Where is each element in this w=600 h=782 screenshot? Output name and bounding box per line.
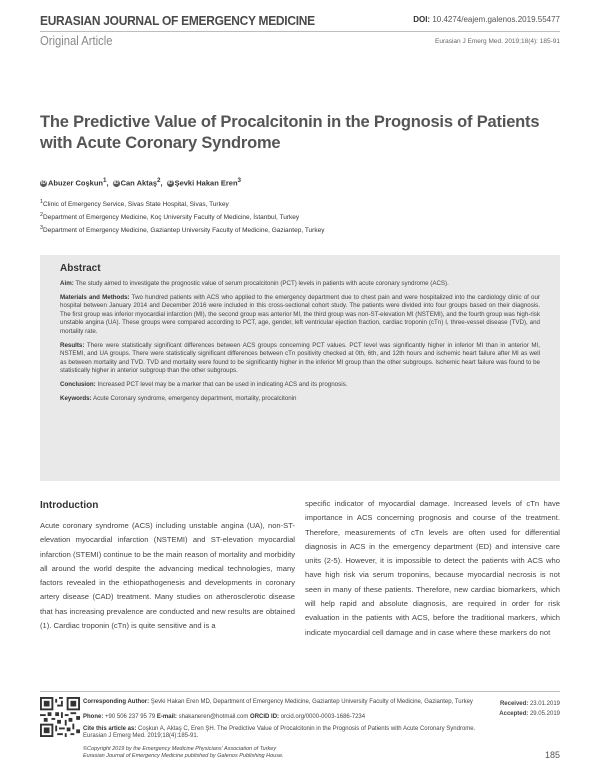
abstract-heading: Abstract: [60, 263, 101, 274]
author-name: Abuzer Coşkun: [48, 178, 104, 188]
cite-text: Coşkun A, Aktaş C, Eren ŞH. The Predictive Value of Procalcitonin in the Prognosis of Patients with Acute Coronary Syndrome. Eurasian J Emerg Med. 2019;18(4):185-91.: [83, 726, 476, 740]
journal-citation: Eurasian J Emerg Med. 2019;18(4): 185-91: [434, 38, 560, 45]
affiliation-sup: 2: [40, 212, 44, 218]
affiliation-sup: 1: [40, 199, 44, 205]
corresponding-author: [83, 699, 473, 706]
orcid-icon[interactable]: iD: [41, 180, 46, 187]
author-3[interactable]: [167, 177, 241, 188]
abstract-results: [60, 342, 540, 376]
accepted-label: Accepted:: [499, 711, 529, 717]
orcid-icon[interactable]: iD: [167, 180, 173, 187]
article-dates: [499, 699, 560, 719]
doi-label: DOI:: [413, 15, 431, 24]
accepted-date: [499, 709, 560, 719]
abstract-conclusion-label: Conclusion:: [60, 380, 96, 388]
doi[interactable]: [413, 15, 560, 24]
author-name: Şevki Hakan Eren: [174, 178, 238, 188]
received-label: Received:: [499, 701, 529, 707]
affiliation-2: [40, 212, 299, 221]
author-separator: ,: [160, 178, 163, 188]
affiliation-3: [40, 225, 324, 234]
phone-label: Phone:: [83, 714, 104, 720]
author-1[interactable]: [40, 177, 109, 188]
affiliation-text: Department of Emergency Medicine, Koç University Faculty of Medicine, İstanbul, Turkey: [43, 214, 300, 222]
contact-line: [83, 714, 365, 721]
copyright: [83, 746, 284, 761]
page-number: 185: [544, 750, 560, 760]
author-sup: 3: [237, 177, 242, 184]
header-divider: [40, 31, 560, 32]
article-type: Original Article: [40, 34, 113, 48]
introduction-left-column: Acute coronary syndrome (ACS) including unstable angina (UA), non-ST-elevation myocardial infarction (NSTEMI) and ST-elevation myocardial infarction (STEMI) continue to be the main reason of mortality and morbidity all around the world despite the advancing medical technologies, many factors revealed in the ethiopathogenesis and developments in coronary artery disease (CAD) treatment. Many studies on atherosclerotic disease that has increasing prevalence are conducted and new results are obtained (1). Cardiac troponin (cTn) is quite sensitive and is a: [40, 521, 295, 631]
phone-value[interactable]: +90 506 237 95 79: [103, 714, 157, 720]
abstract-results-text: There were statistically significant differences between ACS groups concerning PCT values. PCT level was significantly higher in inferior MI than in anterior MI, NSTEMI, and UA groups. There were statistically significant differences between cTn positivity checked at 0th, 6th, and 12th hours and ischemic heart failure after MI as well as between mortality and TVD. TVD and mortality were found to be significantly higher in the inferior MI group than the other subgroups. Ischemic heart failure was found to be statistically higher in anterior subgroup than the other subgroups.: [60, 341, 540, 375]
author-sup: 1: [103, 177, 107, 184]
abstract-keywords: [60, 395, 540, 404]
copyright-line-1: ©Copyright 2019 by the Emergency Medicine Physicians' Association of Turkey: [83, 746, 277, 752]
footer-divider: [40, 691, 560, 692]
received-value: 23.01.2019: [528, 701, 560, 707]
corresponding-text: Şevki Hakan Eren MD, Department of Emergency Medicine, Gaziantep University Faculty of Medicine, Gaziantep, Turkey: [149, 699, 473, 705]
cite-label: Cite this article as:: [83, 726, 137, 732]
doi-value[interactable]: 10.4274/eajem.galenos.2019.55477: [432, 15, 560, 24]
orcid-value[interactable]: orcid.org/0000-0003-1686-7234: [279, 714, 366, 720]
introduction-right-column: specific indicator of myocardial damage. Increased levels of cTn have importance in ACS concerning prognosis and course of the treatment. Therefore, measurements of cTn levels are often used for differential diagnosis in ACS in the emergency department (ED) and intensive care units (2-5). However, it is impossible to detect the patients with ACS who have high risk via serum troponins, because myocardial necrosis is not seen in many of these patients. Therefore, new cardiac biomarkers, which will help rapid and absolute diagnosis, are required in order for risk evaluation in the patients with ACS, before the traditional markers, which indicate myocardial cell damage and in case where these markers do not: [305, 499, 560, 637]
email-label: E-mail:: [156, 714, 177, 720]
introduction-heading: Introduction: [40, 500, 99, 511]
affiliation-text: Department of Emergency Medicine, Gaziantep University Faculty of Medicine, Gaziantep, Turkey: [43, 227, 325, 235]
cite-this-article: [83, 726, 483, 741]
abstract-keywords-text: Acute Coronary syndrome, emergency department, mortality, procalcitonin: [91, 394, 297, 402]
author-2[interactable]: [113, 177, 163, 188]
abstract-methods-text: Two hundred patients with ACS who applied to the emergency department due to chest pain and were hospitalized into the cardiology clinic of our hospital between January 2014 and December 2016 were included in this cross-sectional cohort study. The patients were divided into four groups based on their diagnosis. The first group was inferior myocardial infarction (MI), the second group was anterior MI, the third group was non-ST-elevation MI (NSTEMI), and the fourth group was high-risk unstable angina (UA). These groups were compared according to PCT, age, gender, left ventricular ejection fraction, cardiac troponin (cTn) I, three-vessel disease (TVD), and mortality rate.: [60, 293, 540, 335]
abstract-methods-label: Materials and Methods:: [60, 293, 130, 301]
abstract-aim-label: Aim:: [60, 280, 74, 287]
orcid-label: ORCID ID:: [250, 714, 280, 720]
accepted-value: 29.05.2019: [528, 711, 560, 717]
orcid-icon[interactable]: iD: [113, 180, 119, 187]
abstract-conclusion: [60, 381, 540, 390]
abstract-box: [40, 255, 560, 481]
abstract-results-label: Results:: [60, 341, 85, 349]
received-date: [499, 699, 560, 709]
abstract-keywords-label: Keywords:: [60, 394, 92, 402]
email-value[interactable]: shakaneren@hotmail.com: [176, 714, 251, 720]
author-sup: 2: [157, 177, 161, 184]
qr-code-icon[interactable]: [40, 697, 80, 737]
journal-title: EURASIAN JOURNAL OF EMERGENCY MEDICINE: [40, 13, 315, 28]
copyright-line-2: Eurasian Journal of Emergency Medicine published by Galenos Publishing House.: [83, 753, 284, 760]
abstract-aim-text: The study aimed to investigate the prognostic value of serum procalcitonin (PCT) levels in patients with acute coronary syndrome (ACS).: [73, 280, 449, 287]
abstract-methods: [60, 294, 540, 337]
author-name: Can Aktaş: [120, 178, 157, 188]
abstract-aim: [60, 280, 540, 289]
affiliation-1: [40, 199, 229, 208]
abstract-conclusion-text: Increased PCT level may be a marker that can be used in indicating ACS and its prognosis.: [95, 380, 348, 388]
corresponding-label: Corresponding Author:: [83, 699, 150, 705]
affiliation-sup: 3: [40, 225, 44, 231]
article-title: The Predictive Value of Procalcitonin in the Prognosis of Patients with Acute Coronary Syndrome: [40, 113, 540, 152]
author-list: [40, 177, 241, 188]
affiliation-text: Clinic of Emergency Service, Sivas State Hospital, Sivas, Turkey: [43, 201, 229, 209]
author-separator: ,: [106, 178, 109, 188]
